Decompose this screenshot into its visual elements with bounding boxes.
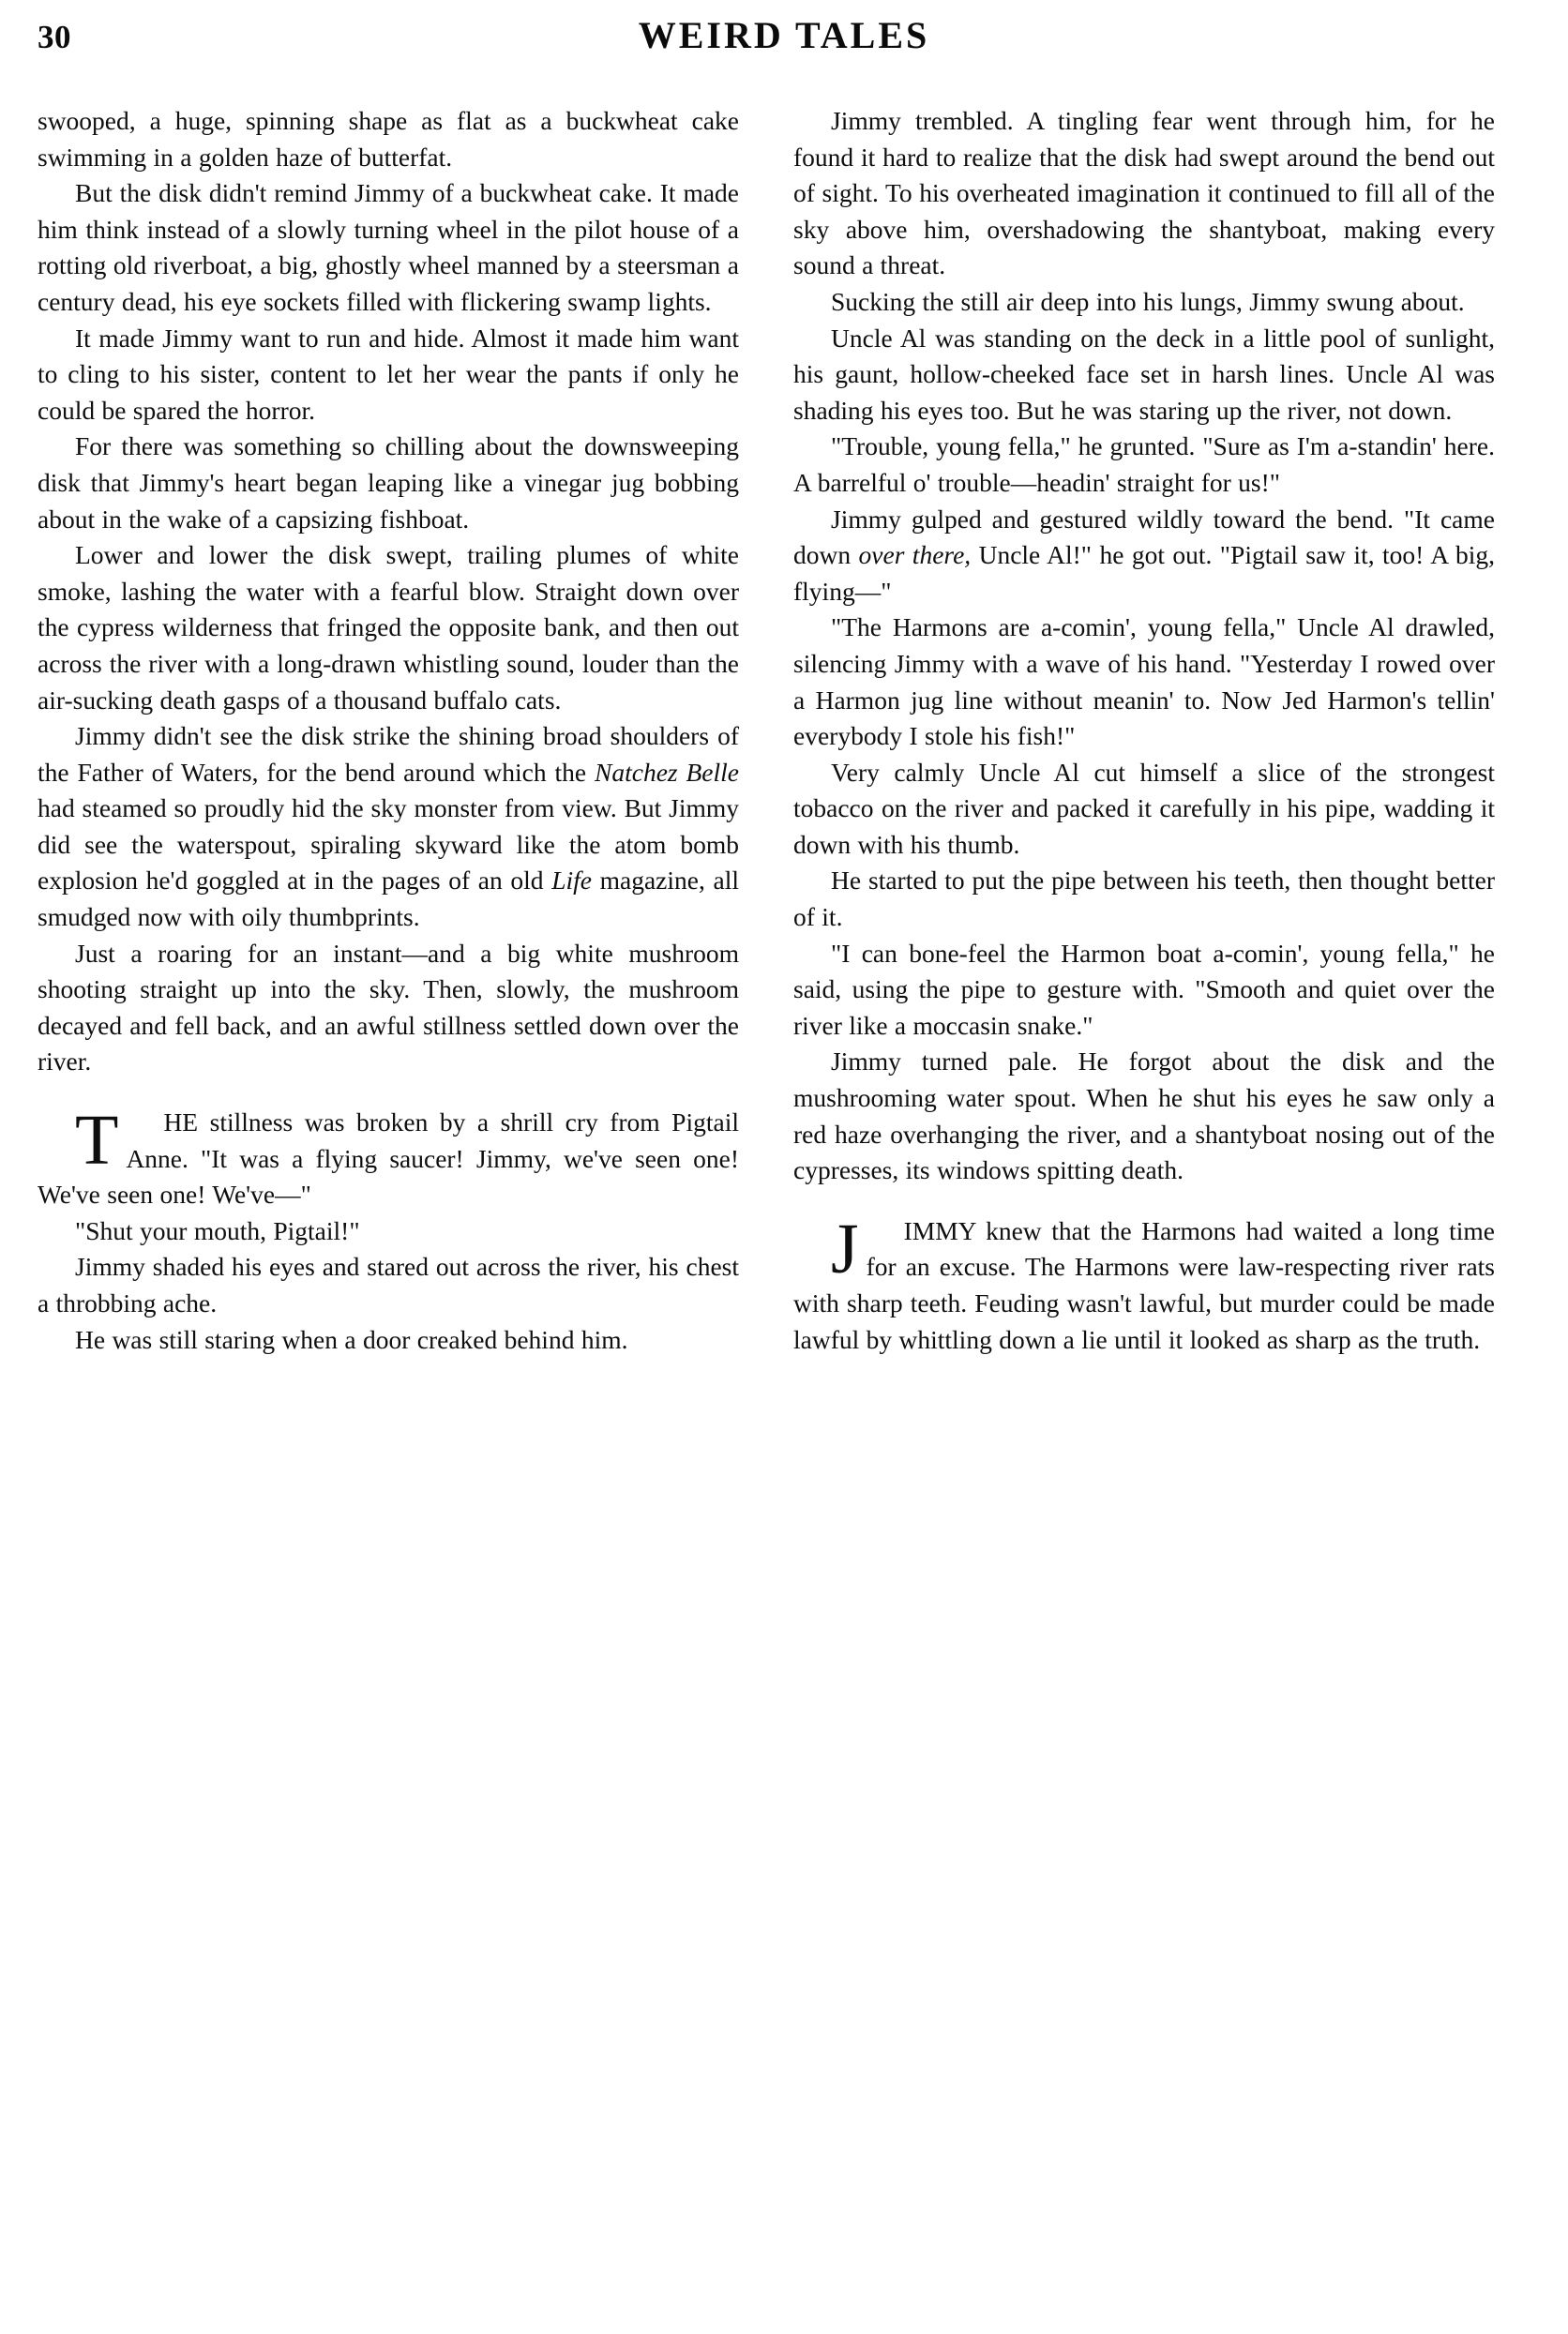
paragraph: Just a roaring for an instant—and a big white mushroom shooting straight up into the sky. Then, slowly, the mushroom decayed and fell back, and an awful stillness settled down over the river. [38, 938, 739, 1077]
paragraph: He was still staring when a door creaked behind him. [75, 1324, 628, 1354]
paragraph: Jimmy trembled. A tingling fear went through him, for he found it hard to realize that the disk had swept around the bend out of sight. To his overheated imagination it continued to fill all of the sky above him, overshadowing the shantyboat, making every sound a threat. [793, 106, 1495, 280]
paragraph: Lower and lower the disk swept, trailing plumes of white smoke, lashing the water with a fearful blow. Straight down over the cypress wilderness that fringed the opposite bank, and then out across the river with a long-drawn whistling sound, louder than the air-sucking death gasps of a thousand buffalo cats. [38, 540, 739, 715]
paragraph: For there was something so chilling about the downsweeping disk that Jimmy's heart began leaping like a vinegar jug bobbing about in the wake of a capsizing fishboat. [38, 431, 739, 534]
page-header [38, 13, 1530, 79]
dropcap-lead-word: HE [163, 1107, 199, 1137]
drop-cap-letter: J [831, 1209, 859, 1288]
paragraph-text: knew that the Harmons had waited a long time for an excuse. The Harmons were law-respecting river rats with sharp teeth. Feuding wasn't lawful, but murder could be made lawful by whittling down a lie until it looked as sharp as the truth. [793, 1215, 1495, 1354]
paragraph: It made Jimmy want to run and hide. Almost it made him want to cling to his sister, content to let her wear the pants if only he could be spared the horror. [38, 323, 739, 425]
dropcap-paragraph [793, 1209, 1495, 1358]
paragraph: Sucking the still air deep into his lungs, Jimmy swung about. [831, 286, 1465, 316]
paragraph: Jimmy turned pale. He forgot about the disk and the mushrooming water spout. When he shut his eyes he saw only a red haze overhanging the river, and a shantyboat nosing out of the cypresses, its windows spitting death. [793, 1047, 1495, 1185]
paragraph: "I can bone-feel the Harmon boat a-comin', young fella," he said, using the pipe to gesture with. "Smooth and quiet over the river like a moccasin snake." [793, 938, 1495, 1040]
magazine-name-italic: Life [551, 866, 592, 896]
paragraph-text: Jimmy gulped and gestured wildly toward the bend. "It came down [793, 504, 1495, 570]
paragraph: "Trouble, young fella," he grunted. "Sure as I'm a-standin' here. A barrelful o' trouble—headin' straight for us!" [793, 431, 1495, 497]
left-column [38, 103, 739, 2317]
paragraph: He started to put the pipe between his teeth, then thought better of it. [793, 866, 1495, 932]
paragraph-text: magazine, all smudged now with oily thumbprints. [38, 866, 739, 932]
magazine-page [0, 13, 1568, 2334]
page-number: 30 [38, 19, 71, 55]
emphasis-italic: over there, [858, 540, 972, 570]
paragraph: Very calmly Uncle Al cut himself a slice of the strongest tobacco on the river and packed it carefully in his pipe, wadding it down with his thumb. [793, 757, 1495, 859]
paragraph: Uncle Al was standing on the deck in a little pool of sunlight, his gaunt, hollow-cheeked face set in harsh lines. Uncle Al was shading his eyes too. But he was staring up the river, not down. [793, 323, 1495, 425]
magazine-title: WEIRD TALES [638, 14, 930, 56]
paragraph: "Shut your mouth, Pigtail!" [75, 1215, 360, 1245]
book-title-italic: Natchez Belle [595, 757, 739, 787]
dropcap-lead-word: IMMY [903, 1215, 976, 1245]
drop-cap-letter: T [75, 1101, 119, 1181]
paragraph-text: Jimmy didn't see the disk strike the shining broad shoulders of the Father of Waters, for the bend around which the [38, 721, 739, 787]
paragraph: "The Harmons are a-comin', young fella," Uncle Al drawled, silencing Jimmy with a wave of his hand. "Yesterday I rowed over a Harmon jug line without meanin' to. Now Jed Harmon's tellin' everybody I stole his fish!" [793, 612, 1495, 751]
right-column [793, 103, 1495, 2317]
paragraph: swooped, a huge, spinning shape as flat as a buckwheat cake swimming in a golden haze of butterfat. [38, 106, 739, 172]
dropcap-paragraph [38, 1101, 739, 1213]
paragraph-text: Uncle Al!" he got out. "Pigtail saw it, too! A big, flying—" [793, 540, 1495, 606]
paragraph: But the disk didn't remind Jimmy of a buckwheat cake. It made him think instead of a slowly turning wheel in the pilot house of a rotting old riverboat, a big, ghostly wheel manned by a steersman a century dead, his eye sockets filled with flickering swamp lights. [38, 178, 739, 316]
paragraph-text: stillness was broken by a shrill cry from Pigtail Anne. "It was a flying saucer! Jimmy, we've seen one! We've seen one! We've—" [38, 1107, 739, 1210]
paragraph-with-italic-titles [38, 718, 739, 936]
paragraph-with-italic [793, 502, 1495, 610]
paragraph-text: had steamed so proudly hid the sky monster from view. But Jimmy did see the waterspout, spiraling skyward like the atom bomb explosion he'd goggled at in the pages of an old [38, 793, 739, 896]
paragraph: Jimmy shaded his eyes and stared out across the river, his chest a throbbing ache. [38, 1252, 739, 1318]
text-columns [38, 103, 1530, 2317]
